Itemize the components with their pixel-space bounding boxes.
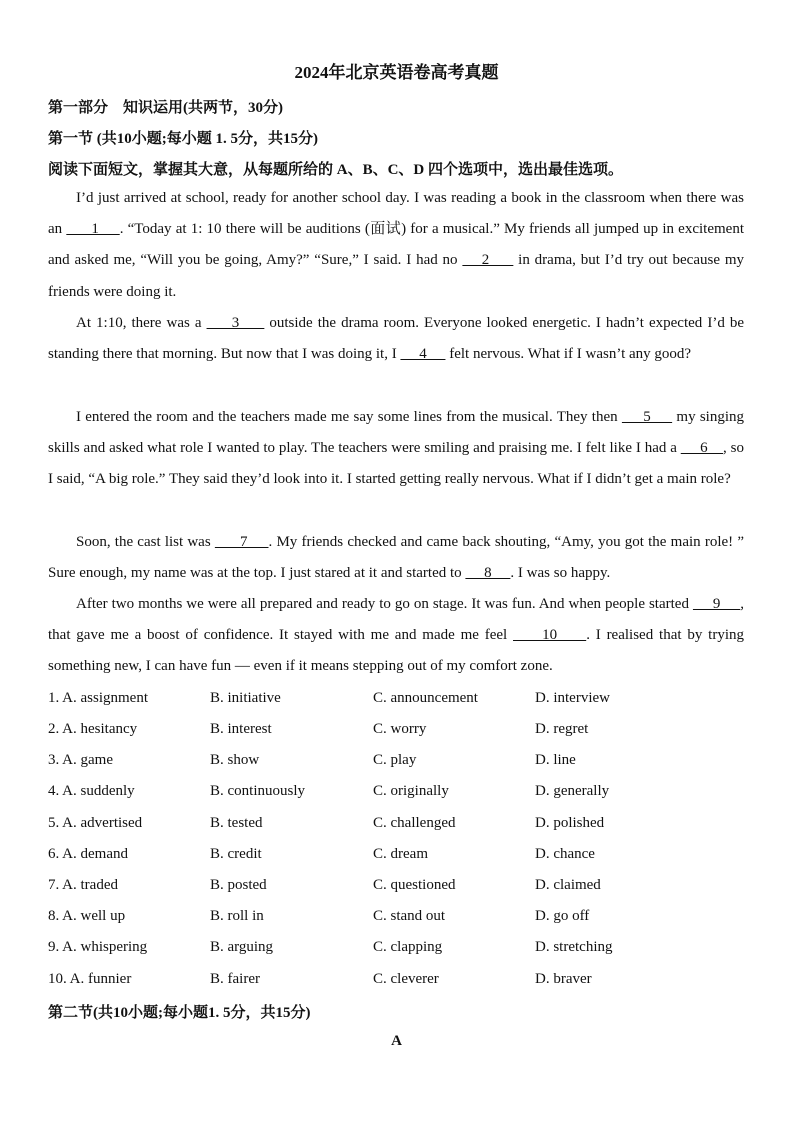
passage-text: I entered the room and the teachers made me say some lines from the musical. They then [76,409,622,425]
passage-text: . I realised that by trying something new, I can have fun — even if it means stepping out of my comfort zone. [48,627,744,675]
option-a: 2. A. hesitancy [48,721,138,737]
passage-text: . My friends checked and came back shouting, “Amy, you got the main role! ” Sure enough, my name was at the top. I just stared at it and started to [48,534,744,582]
option-c: C. announcement [373,690,478,706]
passage-paragraph-1 [48,183,744,308]
option-c: C. questioned [373,877,456,893]
passage-text: At 1:10, there was a [76,315,207,331]
passage-text: . “Today at 1: 10 there will be auditions (面试) for a musical.” My friends all jumped up in excitement and asked me, “Will you be going, Amy?” “Sure,” I said. I had no [48,221,744,269]
option-a: 4. A. suddenly [48,783,135,799]
option-c: C. stand out [373,908,446,924]
option-c: C. clapping [373,939,443,955]
blank-6: 6 [680,440,724,457]
option-d: D. chance [535,846,595,862]
passage-text: I’d just arrived at school, ready for another school day. I was reading a book in the classroom when there was an [48,190,744,238]
option-d: D. regret [535,721,589,737]
passage-text: in drama, but I’d try out because my friends were doing it. [48,252,744,300]
section-a-label: A [391,1033,402,1049]
passage-paragraph-4 [48,527,744,589]
question-row [48,877,748,897]
passage-text: After two months we were all prepared and ready to go on stage. It was fun. And when people started [76,596,693,612]
question-row [48,846,748,866]
question-row [48,815,748,835]
option-d: D. stretching [535,939,613,955]
question-row [48,690,748,710]
option-a: 5. A. advertised [48,815,143,831]
option-d: D. line [535,752,576,768]
option-a: 10. A. funnier [48,971,132,987]
blank-1: 1 [66,221,120,238]
option-b: B. fairer [210,971,260,987]
passage-text: my singing skills and asked what role I wanted to play. The teachers were smiling and praising me. I felt like I had a [48,409,745,457]
option-d: D. interview [535,690,610,706]
section-one-heading: 第一节 (共10小题;每小题 1. 5分，共15分) [48,131,318,147]
option-b: B. arguing [210,939,274,955]
option-d: D. braver [535,971,592,987]
option-b: B. show [210,752,260,768]
option-c: C. worry [373,721,427,737]
blank-10: 10 [513,627,587,644]
instruction-text: 阅读下面短文，掌握其大意，从每题所给的 A、B、C、D 四个选项中，选出最佳选项。 [48,162,624,178]
passage-text: , that gave me a boost of confidence. It stayed with me and made me feel [48,596,745,644]
option-a: 6. A. demand [48,846,128,862]
option-b: B. tested [210,815,263,831]
page-title: 2024年北京英语卷高考真题 [294,63,499,82]
option-b: B. roll in [210,908,264,924]
option-a: 9. A. whispering [48,939,148,955]
option-c: C. dream [373,846,428,862]
option-c: C. challenged [373,815,456,831]
option-d: D. go off [535,908,590,924]
blank-5: 5 [621,409,673,425]
blank-7: 7 [214,534,269,550]
blank-4: 4 [400,346,446,363]
option-d: D. claimed [535,877,601,893]
option-c: C. play [373,752,417,768]
passage-text: , so I said, “A big role.” They said they’d look into it. I started getting really nervous. What if I didn’t get a main role? [48,440,744,488]
question-row [48,939,748,959]
option-b: B. credit [210,846,262,862]
option-d: D. generally [535,783,610,799]
part-one-heading: 第一部分 知识运用(共两节，30分) [48,100,283,116]
passage-text: Soon, the cast list was [76,534,215,550]
option-b: B. interest [210,721,272,737]
option-a: 1. A. assignment [48,690,148,706]
option-b: B. continuously [210,783,306,799]
blank-8: 8 [465,565,511,582]
option-a: 3. A. game [48,752,113,768]
option-c: C. originally [373,783,449,799]
question-row [48,721,748,741]
question-row [48,908,748,928]
passage-text: outside the drama room. Everyone looked energetic. I hadn’t expected I’d be standing there that morning. But now that I was doing it, I [48,315,745,363]
option-b: B. posted [210,877,267,893]
option-a: 8. A. well up [48,908,126,924]
question-row [48,752,748,772]
passage-paragraph-2 [48,308,744,370]
option-b: B. initiative [210,690,281,706]
option-c: C. cleverer [373,971,439,987]
option-d: D. polished [535,815,605,831]
passage-text: felt nervous. What if I wasn’t any good? [445,346,692,363]
blank-3: 3 [206,315,265,331]
passage-text: . I was so happy. [510,565,611,582]
passage-paragraph-5 [48,589,744,683]
blank-9: 9 [692,596,741,612]
passage-paragraph-3 [48,402,744,496]
section-two-heading: 第二节(共10小题;每小题1. 5分，共15分) [48,1005,311,1021]
blank-2: 2 [462,252,514,269]
question-row [48,783,748,803]
option-a: 7. A. traded [48,877,118,893]
question-row [48,971,748,991]
